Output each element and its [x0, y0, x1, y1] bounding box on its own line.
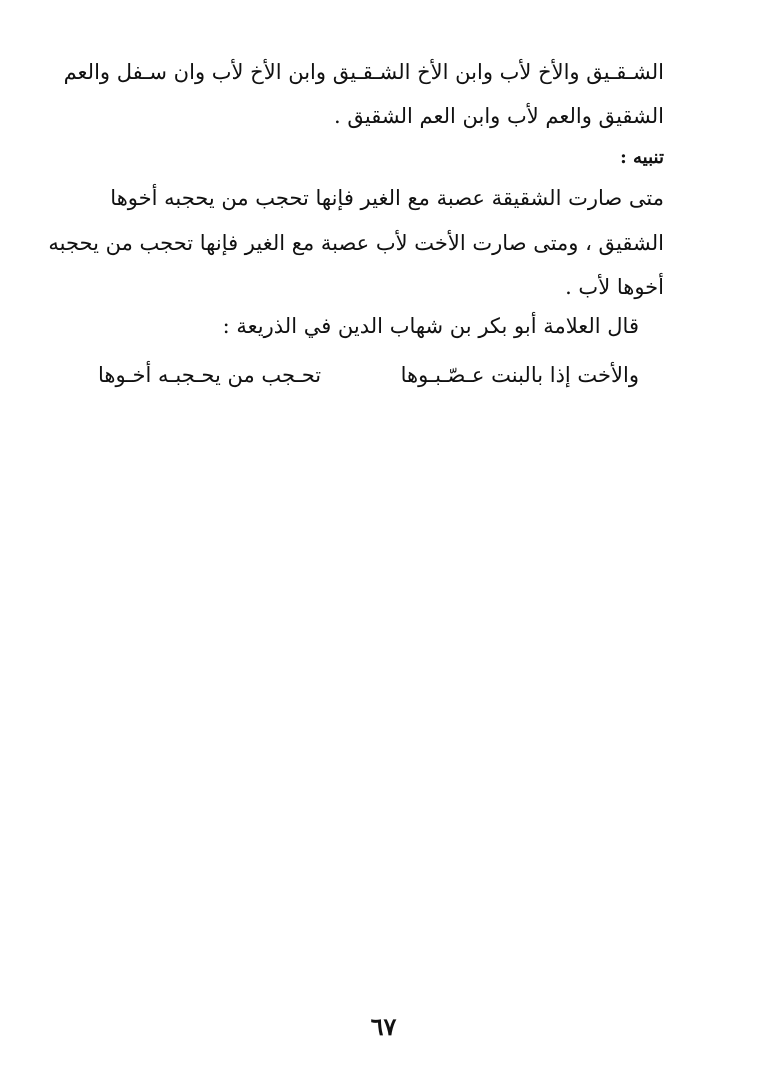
paragraph-line: الشـقـيق والأخ لأب وابن الأخ الشـقـيق وابن الأخ لأب وان سـفل والعم [63, 60, 664, 84]
paragraph-line: الشقيق ، ومتى صارت الأخت لأب عصبة مع الغير فإنها تحجب من يحجبه [48, 231, 664, 255]
verse-second-hemistich: تحـجب من يحـجبـه أخـوها [98, 363, 322, 387]
paragraph-line: قال العلامة أبو بكر بن شهاب الدين في الذريعة : [222, 314, 639, 338]
page-number: ٦٧ [370, 1012, 397, 1041]
paragraph-line: أخوها لأب . [565, 275, 664, 299]
paragraph-line: متى صارت الشقيقة عصبة مع الغير فإنها تحجب من يحجبه أخوها [110, 186, 664, 210]
verse-first-hemistich: والأخت إذا بالبنت عـصّـبـوها [400, 363, 639, 387]
paragraph-line: الشقيق والعم لأب وابن العم الشقيق . [334, 104, 664, 128]
section-heading: تنبيه : [620, 147, 664, 168]
